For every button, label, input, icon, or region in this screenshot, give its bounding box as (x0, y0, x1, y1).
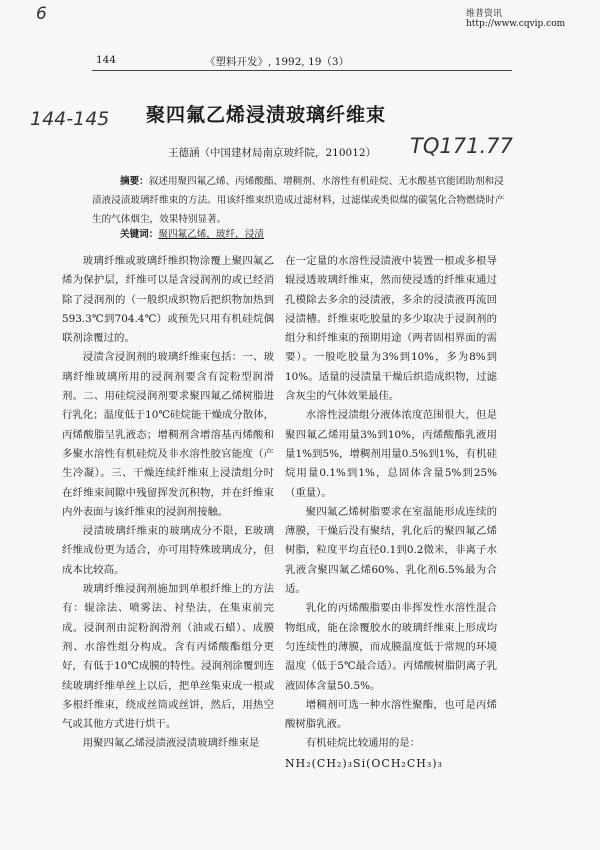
paragraph: 浸渍含浸润剂的玻璃纤维束包括：一、玻璃纤维玻璃所用的浸润剂要含有淀粉型润滑剂。二、用硅烷浸润剂要求聚四氟乙烯树脂进行乳化；温度低于10℃硅烷能干燥成分散体，丙烯酸脂呈乳液态；增稠剂含增溶基丙烯酸和多聚水溶性有机硅烷及非水溶性胶官能度（产生冷凝）。三、干燥连续纤维束上浸渍组分时在纤维束间隙中残留挥发沉积物，并在纤维束内外表面与该纤维束的浸润剂接触。 (62, 351, 274, 518)
paragraph: 水溶性浸渍组分液体浓度范围很大，但是聚四氟乙烯用量3%到10%，丙烯酸酯乳液用量1%到5%，增稠剂用量0.5%到1%，有机硅烷用量0.1%到1%，总固体含量5%到25%（重量）。 (285, 409, 497, 499)
abstract-label: 摘要： (120, 176, 149, 187)
handwritten-pages: 144-145 (30, 108, 110, 130)
paragraph: 浸渍玻璃纤维束的玻璃成分不限，E玻璃纤维成份更为适合，亦可用特殊玻璃成分，但成本比较高。 (62, 525, 274, 576)
header-rule (92, 70, 512, 71)
silane-formula: NH₂(CH₂)₃Si(OCH₂CH₃)₃ (285, 756, 443, 770)
journal-citation: 《塑料开发》, 1992, 19（3） (205, 56, 350, 68)
site-watermark: 维普资讯 http://www.cqvip.com (466, 9, 566, 29)
left-column (62, 252, 274, 754)
page-number: 144 (96, 54, 117, 66)
abstract (92, 172, 512, 229)
keywords-text: 聚四氟乙烯，玻纤，浸渍 (158, 229, 264, 240)
keywords-label: 关键词： (120, 229, 159, 240)
paragraph: 聚四氟乙烯树脂要求在室温能形成连续的薄膜，干燥后没有聚结，乳化后的聚四氟乙烯树脂，粒度平均直径0.1到0.2微米，非离子水乳液含聚四氟乙烯60%、乳化剂6.5%最为合适。 (285, 505, 497, 596)
paragraph: 玻璃纤维或玻璃纤维织物涂覆上聚四氟乙烯为保护层，纤维可以是含浸润剂的或已经消除了浸润剂的（一般织成织物后把织物加热到593.3℃到704.4℃）或预先只用有机硅烷偶联剂涂覆过的。 (62, 255, 274, 345)
right-column (285, 252, 497, 773)
author-line: 王德涵（中国建材局南京玻纤院，210012） (168, 147, 377, 159)
paragraph: 用聚四氟乙烯浸渍液浸渍玻璃纤维束是 (82, 737, 260, 750)
paragraph: 有机硅烷比较通用的是： (305, 737, 421, 750)
paragraph: 增稠剂可选一种水溶性聚酯，也可是丙烯酸树脂乳液。 (285, 698, 497, 731)
margin-note: 6 (36, 4, 47, 24)
paragraph: 乳化的丙烯酸脂要由非挥发性水溶性混合物组成，能在涂覆胶水的玻璃纤维束上形成均匀连续性的薄膜，而成膜温度低于常规的环境温度（低于5℃最合适）。丙烯酸树脂阴离子乳液固体含量50.5%。 (285, 602, 497, 692)
article-title: 聚四氟乙烯浸渍玻璃纤维束 (146, 104, 387, 126)
keywords (120, 226, 264, 240)
handwritten-class-code: TQ171.77 (410, 134, 513, 158)
paragraph: 玻璃纤维浸润剂施加到单根纤维上的方法有：辊涂法、喷雾法、衬垫法，在集束前完成。浸润剂由淀粉润滑剂（油或石蜡）、成膜剂、水溶性组分构成。含有丙烯酸酯组分更好，有低于10℃成膜的特性。浸润剂涂覆到连续玻璃纤维单丝上以后，把单丝集束成一根或多根纤维束，绕成丝筒或丝饼，然后，用热空气或其他方式进行烘干。 (62, 583, 274, 731)
abstract-text: 叙述用聚四氟乙烯、丙烯酸酯、增稠剂、水溶性有机硅烷、无水酸基官能团助剂和浸渍液浸渍玻璃纤维束的方法。用该纤维束织造成过滤材料，过滤煤或类似煤的碳氢化合物燃烧时产生的气体烟尘，效果特别显著。 (92, 176, 505, 225)
paragraph: 在一定量的水溶性浸渍液中装置一根或多根导辊浸透玻璃纤维束，然而使浸透的纤维束通过孔模除去多余的浸渍液，多余的浸渍液再流回浸渍槽。纤维束吃胶量的多少取决于浸润剂的组分和纤维束的预期用途（两者固相界面的需要）。一般吃胶量为3%到10%，多为8%到10%。适量的浸渍量干燥后织造成织物，过滤含灰尘的气体效果最佳。 (285, 255, 497, 403)
